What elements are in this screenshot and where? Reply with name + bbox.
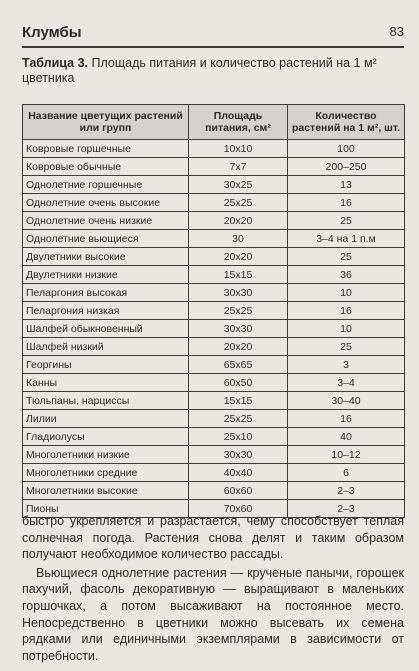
plants-per-m2-cell: 36	[288, 266, 405, 284]
plant-name-cell: Ковровые обычные	[23, 158, 189, 176]
plants-per-m2-cell: 10	[288, 284, 405, 302]
table-row	[23, 374, 405, 392]
plants-per-m2-cell: 10–12	[288, 446, 405, 464]
table-row	[23, 392, 405, 410]
plant-name-cell: Многолетники низкие	[23, 446, 189, 464]
plants-per-m2-cell: 16	[288, 302, 405, 320]
plant-name-cell: Гладиолусы	[23, 428, 189, 446]
plant-name-cell: Двулетники низкие	[23, 266, 189, 284]
plant-name-cell: Георгины	[23, 356, 189, 374]
feeding-area-cell: 30	[189, 230, 288, 248]
feeding-area-cell: 10x10	[189, 140, 288, 158]
plant-name-cell: Ковровые горшечные	[23, 140, 189, 158]
paragraph: Вьющиеся однолетние растения — крученые панычи, горошек пахучий, фасоль декоративную — выращивают в маленьких горшочках, а потом высаживают на постоянное место. Непосредственно в цветники можно высевать их семена рядками или единичными экземплярами в зависимости от потребности.	[22, 565, 404, 663]
plant-name-cell: Пеларгония высокая	[23, 284, 189, 302]
table-row	[23, 338, 405, 356]
feeding-area-cell: 15x15	[189, 266, 288, 284]
plant-name-cell: Шалфей обыкновенный	[23, 320, 189, 338]
plants-per-m2-cell: 3–4 на 1 п.м	[288, 230, 405, 248]
feeding-area-cell: 25x25	[189, 194, 288, 212]
table-row	[23, 194, 405, 212]
plant-name-cell: Лилии	[23, 410, 189, 428]
table-row	[23, 446, 405, 464]
table-row	[23, 284, 405, 302]
feeding-area-cell: 15x15	[189, 392, 288, 410]
column-header-area: Площадь питания, см²	[189, 105, 288, 140]
paragraph: быстро укрепляется и разрастается, чему способствует теплая солнечная погода. Растения снова делят и таким образом получают необходимое количество рассады.	[22, 514, 404, 562]
feeding-area-cell: 60x60	[189, 482, 288, 500]
plant-name-cell: Многолетники средние	[23, 464, 189, 482]
feeding-area-cell: 30x30	[189, 284, 288, 302]
table-row	[23, 266, 405, 284]
plants-per-m2-cell: 30–40	[288, 392, 405, 410]
feeding-area-cell: 25x25	[189, 302, 288, 320]
plant-name-cell: Однолетние очень высокие	[23, 194, 189, 212]
table-row	[23, 140, 405, 158]
plant-name-cell: Шалфей низкий	[23, 338, 189, 356]
column-header-count: Количество растений на 1 м², шт.	[288, 105, 405, 140]
plants-per-m2-cell: 25	[288, 212, 405, 230]
feeding-area-cell: 25x25	[189, 410, 288, 428]
feeding-area-cell: 20x20	[189, 212, 288, 230]
table-row	[23, 212, 405, 230]
plant-name-cell: Тюльпаны, нарциссы	[23, 392, 189, 410]
table-caption-label: Таблица 3.	[22, 56, 88, 70]
plants-per-m2-cell: 16	[288, 410, 405, 428]
plants-per-m2-cell: 25	[288, 338, 405, 356]
plants-per-m2-cell: 40	[288, 428, 405, 446]
feeding-area-cell: 60x50	[189, 374, 288, 392]
table-row	[23, 230, 405, 248]
feeding-area-cell: 70x60	[189, 500, 288, 518]
feeding-area-cell: 40x40	[189, 464, 288, 482]
table-row	[23, 302, 405, 320]
table-row	[23, 356, 405, 374]
plant-name-cell: Однолетние горшечные	[23, 176, 189, 194]
plants-per-m2-cell: 2–3	[288, 482, 405, 500]
table-row	[23, 158, 405, 176]
table-row	[23, 320, 405, 338]
table-row	[23, 464, 405, 482]
body-text	[22, 513, 404, 664]
table-row	[23, 176, 405, 194]
plants-per-m2-cell: 25	[288, 248, 405, 266]
plants-per-m2-cell: 16	[288, 194, 405, 212]
feeding-area-cell: 30x30	[189, 446, 288, 464]
table-caption-text: Площадь питания и количество растений на 1 м² цветника	[22, 56, 377, 85]
table-row	[23, 248, 405, 266]
feeding-area-cell: 7x7	[189, 158, 288, 176]
plants-per-m2-cell: 10	[288, 320, 405, 338]
plant-name-cell: Пионы	[23, 500, 189, 518]
plants-per-m2-cell: 3	[288, 356, 405, 374]
chapter-title: Клумбы	[22, 24, 82, 41]
feeding-area-cell: 20x20	[189, 338, 288, 356]
plants-per-m2-cell: 100	[288, 140, 405, 158]
table-caption	[22, 56, 404, 86]
plant-name-cell: Канны	[23, 374, 189, 392]
plant-name-cell: Однолетние вьющиеся	[23, 230, 189, 248]
plants-per-m2-cell: 13	[288, 176, 405, 194]
plants-per-m2-cell: 3–4	[288, 374, 405, 392]
column-header-name: Название цветущих растений или групп	[23, 105, 189, 140]
plants-per-m2-cell: 2–3	[288, 500, 405, 518]
plant-name-cell: Пеларгония низкая	[23, 302, 189, 320]
feeding-area-cell: 20x20	[189, 248, 288, 266]
feeding-area-cell: 30x25	[189, 176, 288, 194]
table-header-row	[23, 105, 405, 140]
table-row	[23, 482, 405, 500]
running-header	[22, 22, 404, 48]
feeding-area-cell: 25x10	[189, 428, 288, 446]
plants-per-m2-cell: 6	[288, 464, 405, 482]
planting-table	[22, 104, 405, 518]
page-number: 83	[389, 24, 404, 39]
plants-per-m2-cell: 200–250	[288, 158, 405, 176]
plant-name-cell: Двулетники высокие	[23, 248, 189, 266]
feeding-area-cell: 65x65	[189, 356, 288, 374]
table-row	[23, 410, 405, 428]
table-row	[23, 428, 405, 446]
feeding-area-cell: 30x30	[189, 320, 288, 338]
plant-name-cell: Многолетники высокие	[23, 482, 189, 500]
plant-name-cell: Однолетние очень низкие	[23, 212, 189, 230]
